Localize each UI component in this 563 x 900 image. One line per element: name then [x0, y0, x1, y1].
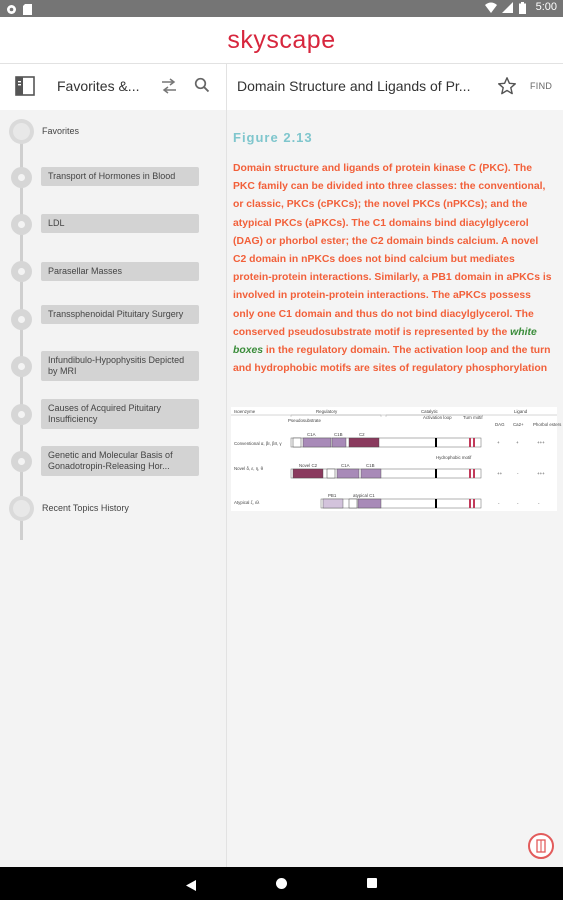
diagram-header-regulatory: Regulatory — [316, 409, 338, 414]
ligand-value: - — [517, 471, 519, 476]
diagram-label-activation-loop: Activation loop — [423, 415, 452, 420]
book-icon[interactable] — [14, 75, 36, 97]
sidebar-item[interactable]: Parasellar Masses — [41, 262, 199, 281]
diagram-row-atypical: Atypical ζ, ι/λ — [234, 500, 260, 505]
favorites-label: Favorites — [42, 126, 80, 136]
diagram-header-isoenzyme: Isoenzyme — [234, 409, 256, 414]
ligand-value: - — [517, 501, 519, 506]
toolbar — [0, 64, 563, 111]
history-node-icon — [9, 496, 34, 521]
ligand-value: + — [497, 440, 500, 445]
ligand-value: + — [516, 440, 519, 445]
timeline-node — [11, 167, 32, 188]
diagram-ligand-phorbol: Phorbol esters — [533, 422, 562, 427]
left-panel-title: Favorites &... — [57, 78, 140, 94]
timeline-node — [11, 404, 32, 425]
figure-caption — [233, 160, 553, 378]
sd-card-icon — [23, 2, 34, 13]
app-header — [0, 17, 563, 64]
timeline-node — [11, 356, 32, 377]
favorites-node-icon — [9, 119, 34, 144]
search-icon[interactable] — [194, 77, 210, 93]
sidebar-item[interactable]: Infundibulo-Hypophysitis Depicted by MRI — [41, 351, 199, 381]
diagram-header-catalytic: Catalytic — [421, 409, 438, 414]
figure-title: Figure 2.13 — [233, 130, 313, 145]
caption-text-end: in the regulatory domain. The activation loop and the turn and hydrophobic motifs are sites of regulatory phosphorylation — [233, 345, 551, 375]
diagram-header-ligand: Ligand — [514, 409, 528, 414]
star-icon[interactable] — [497, 76, 517, 96]
favorites-sidebar — [0, 110, 227, 867]
diagram-row-conventional: Conventional α, βI, βII, γ — [234, 441, 282, 446]
domain-label: PB1 — [328, 493, 337, 498]
sidebar-item[interactable]: LDL — [41, 214, 199, 233]
back-icon[interactable] — [186, 878, 196, 896]
domain-label: C1B — [366, 463, 375, 468]
domain-label: C1A — [307, 432, 316, 437]
domain-label: C1A — [341, 463, 350, 468]
diagram-label-hydrophobic-motif: Hydrophobic motif — [436, 455, 472, 460]
find-button[interactable]: FIND — [530, 81, 553, 91]
ligand-value: +++ — [537, 471, 545, 476]
sidebar-item[interactable]: Causes of Acquired Pituitary Insufficiency — [41, 399, 199, 429]
timeline-node — [11, 451, 32, 472]
diagram-ligand-dag: DAG — [495, 422, 505, 427]
status-time: 5:00 — [535, 1, 557, 13]
topic-content — [227, 110, 563, 867]
timeline-node — [11, 261, 32, 282]
recent-apps-icon[interactable] — [367, 878, 377, 888]
wifi-icon — [485, 2, 496, 13]
battery-icon — [519, 2, 530, 13]
sidebar-item[interactable]: Genetic and Molecular Basis of Gonadotropin-Releasing Hor... — [41, 446, 199, 476]
caption-highlight: white boxes — [233, 326, 537, 357]
history-label[interactable]: Recent Topics History — [42, 503, 129, 513]
home-icon[interactable] — [276, 878, 287, 889]
diagram-label-pseudosubstrate: Pseudosubstrate — [288, 418, 321, 423]
topic-title: Domain Structure and Ligands of Pr... — [237, 78, 471, 94]
ligand-value: - — [498, 501, 500, 506]
status-bar — [0, 0, 563, 17]
diagram-label-turn-motif: Turn motif — [463, 415, 483, 420]
domain-label: atypical C1 — [353, 493, 375, 498]
diagram-row-novel: Novel δ, ε, η, θ — [234, 466, 264, 471]
caption-text: Domain structure and ligands of protein kinase C (PKC). The PKC family can be divided into three classes: the conventional, or classic, PKCs (cPKCs); the novel PKCs (nPKCs); and the atypical PKCs (aPKCs). The C1 domains bind diacylglycerol (DAG) or phorbol ester; the C2 domain binds calcium. A novel C2 domain in nPKCs does not bind calcium but mediates protein-protein interactions. Similarly, a PB1 domain in aPKCs is involved in protein-protein interactions. The aPKCs possess only one C1 domain and thus do not bind diacylglycerol. The conserved pseudosubstrate motif is represented by the — [233, 163, 552, 338]
domain-label: Novel C2 — [299, 463, 318, 468]
diagram-ligand-ca: Ca2+ — [513, 422, 524, 427]
skyscape-badge-icon[interactable] — [528, 833, 554, 859]
pkc-domain-diagram[interactable] — [231, 407, 562, 511]
left-panel-header — [0, 64, 227, 110]
domain-label: C1B — [334, 432, 343, 437]
sidebar-item[interactable]: Transsphenoidal Pituitary Surgery — [41, 305, 199, 324]
signal-icon — [502, 2, 513, 13]
ligand-value: ++ — [497, 471, 503, 476]
app-logo: skyscape — [227, 25, 336, 54]
ligand-value: - — [538, 501, 540, 506]
ligand-value: +++ — [537, 440, 545, 445]
system-nav-bar — [0, 867, 563, 900]
sidebar-item[interactable]: Transport of Hormones in Blood — [41, 167, 199, 186]
timeline-node — [11, 214, 32, 235]
timeline-node — [11, 309, 32, 330]
filter-icon[interactable] — [160, 77, 178, 95]
settings-icon — [6, 2, 17, 13]
domain-label: C2 — [359, 432, 365, 437]
